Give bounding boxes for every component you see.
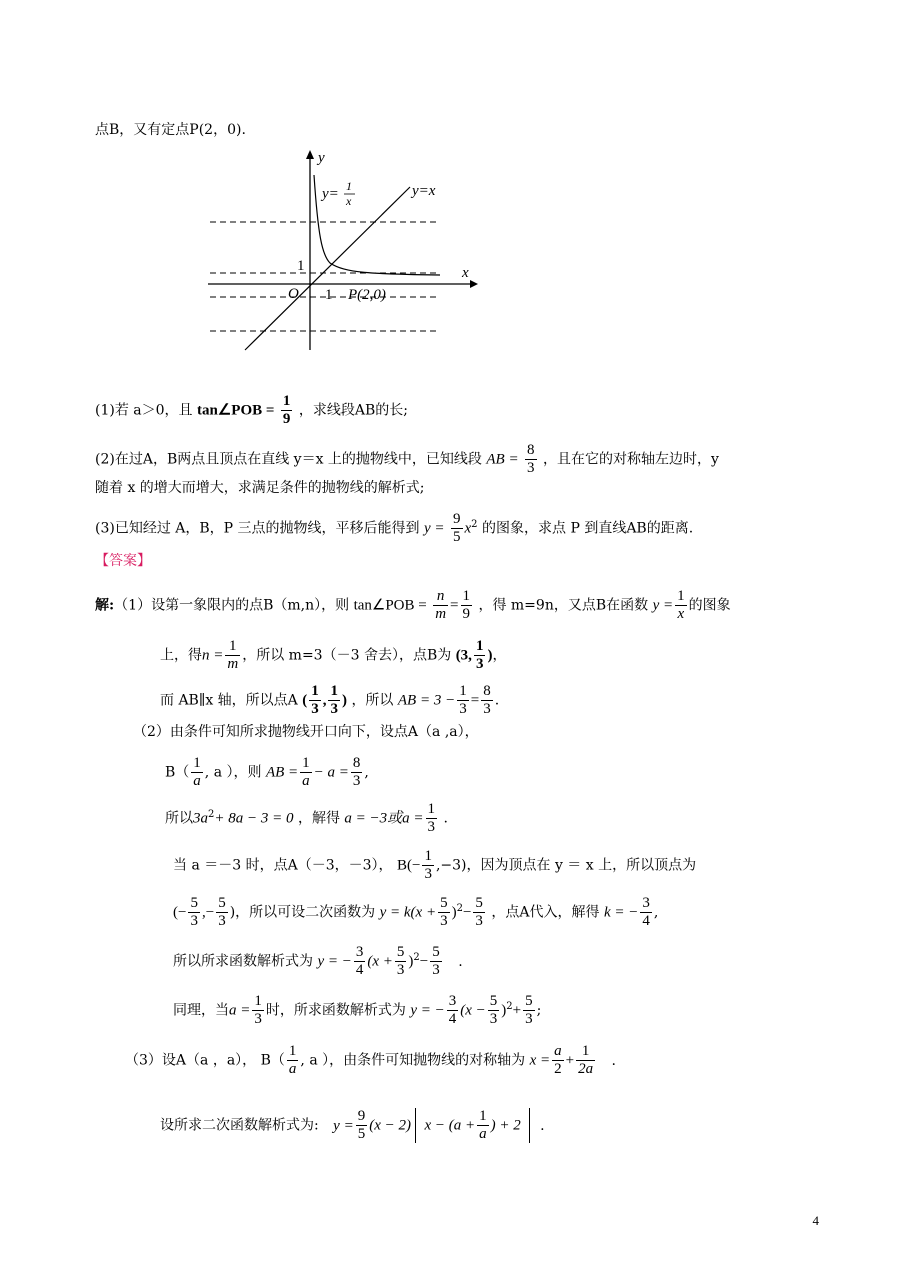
intro-line: 点B，又有定点P(2，0). <box>95 122 246 138</box>
solution-2-line-6: 所以所求函数解析式为 y = − $\frac{3}{4}$ (x + $\frac{5}{3}$ )$^2$− $\frac{5}{3}$ . <box>173 944 463 978</box>
q1-suffix: ，求线段AB的长; <box>298 402 408 419</box>
solution-3-line-2: 设所求二次函数解析式为: y = $\frac{9}{5}$ (x − 2) x − (a + $\frac{1}{a}$ ) + 2 . <box>160 1108 545 1142</box>
line-y-equals-x <box>245 187 410 350</box>
solution-1-line-2: 上，得n = $\frac{1}{m}$ ，所以 m=3（－3 舍去），点B为 (3, $\frac{1}{3}$ )， <box>160 638 507 672</box>
solution-1-line-3: 而 AB∥x 轴，所以点A ( $\frac{1}{3}$ , $\frac{1}{3}$ ) ，所以 AB = 3 − $\frac{1}{3}$ = $\frac{8}{3}$ . <box>160 683 500 717</box>
solution-2-line-7: 同理，当a = $\frac{1}{3}$ 时，所求函数解析式为 y = − $\frac{3}{4}$ (x − $\frac{5}{3}$ )$^2$+ $\frac{5}{3}$ ; <box>173 993 542 1027</box>
graph-label-y: y <box>318 150 325 166</box>
y-axis-arrow <box>306 150 314 159</box>
question-2-line-2: 随着 x 的增大而增大，求满足条件的抛物线的解析式; <box>95 480 425 496</box>
q1-fraction: $\frac{1}{9}$ <box>282 393 291 427</box>
solution-2-line-3: 所以$3a^2+ 8a - 3 = 0$ ，解得 a = −3或a = $\frac{1}{3}$ . <box>165 801 448 835</box>
solution-2-line-1: （2）由条件可知所求抛物线开口向下，设点A（a ,a）， <box>133 724 479 740</box>
graph-label-line: y=x <box>412 183 436 199</box>
graph-label-x: x <box>462 265 469 281</box>
graph-label-hyperbola-lhs: y= <box>322 186 339 202</box>
solution-2-line-2: B（ $\frac{1}{a}$ , a ），则 AB = $\frac{1}{a}$ − a = $\frac{8}{3}$ , <box>165 755 369 789</box>
graph-label-one-x: 1 <box>325 287 333 303</box>
page-number: 4 <box>812 1213 819 1228</box>
solution-1-line-1: 解:（1）设第一象限内的点B（m,n），则 tan∠POB = $\frac{n}{m}$ = $\frac{1}{9}$ ，得 m=9n，又点B在函数 y = $\frac{1}{x}$ 的图象 <box>95 588 731 622</box>
graph-label-P: P(2,0) <box>348 287 386 303</box>
function-graph <box>200 145 480 360</box>
question-3: (3)已知经过 A，B，P 三点的抛物线，平移后能得到 y = $\frac{9}{5}$ $x^2$ 的图象，求点 P 到直线AB的距离. <box>95 511 694 545</box>
graph-label-hyperbola-den: x <box>346 194 352 208</box>
solution-2-line-4: 当 a ＝－3 时，点A（－3，－3）， B(− $\frac{1}{3}$ ,−3)，因为顶点在 y ＝ x 上，所以顶点为 <box>173 848 697 882</box>
solution-2-line-5: (− $\frac{5}{3}$ ,− $\frac{5}{3}$ )，所以可设二次函数为 y = k(x + $\frac{5}{3}$ )$^2$− $\frac{5}{3}$ ，点A代入，解得 k = − $\frac{3}{4}$ , <box>173 895 659 929</box>
graph-label-hyperbola-num: 1 <box>346 179 352 193</box>
graph-label-origin: O <box>288 286 299 302</box>
question-2-line-1: (2)在过A，B两点且顶点在直线 y＝x 上的抛物线中，已知线段 AB = $\frac{8}{3}$ ，且在它的对称轴左边时，y <box>95 442 719 476</box>
answer-heading: 【答案】 <box>95 553 151 569</box>
x-axis-arrow <box>470 280 478 288</box>
q1-tan: tan∠POB = <box>197 402 275 419</box>
q1-prefix: (1)若 a＞0，且 <box>95 402 193 419</box>
graph-label-one-y: 1 <box>297 258 305 274</box>
bracket-group: x − (a + $\frac{1}{a}$ ) + 2 <box>415 1108 529 1143</box>
solution-3-line-1: （3）设A（a ，a）， B（ $\frac{1}{a}$ , a ），由条件可知抛物线的对称轴为 x = $\frac{a}{2}$ + $\frac{1}{2a}$ . <box>125 1043 616 1077</box>
question-1 <box>95 393 408 428</box>
